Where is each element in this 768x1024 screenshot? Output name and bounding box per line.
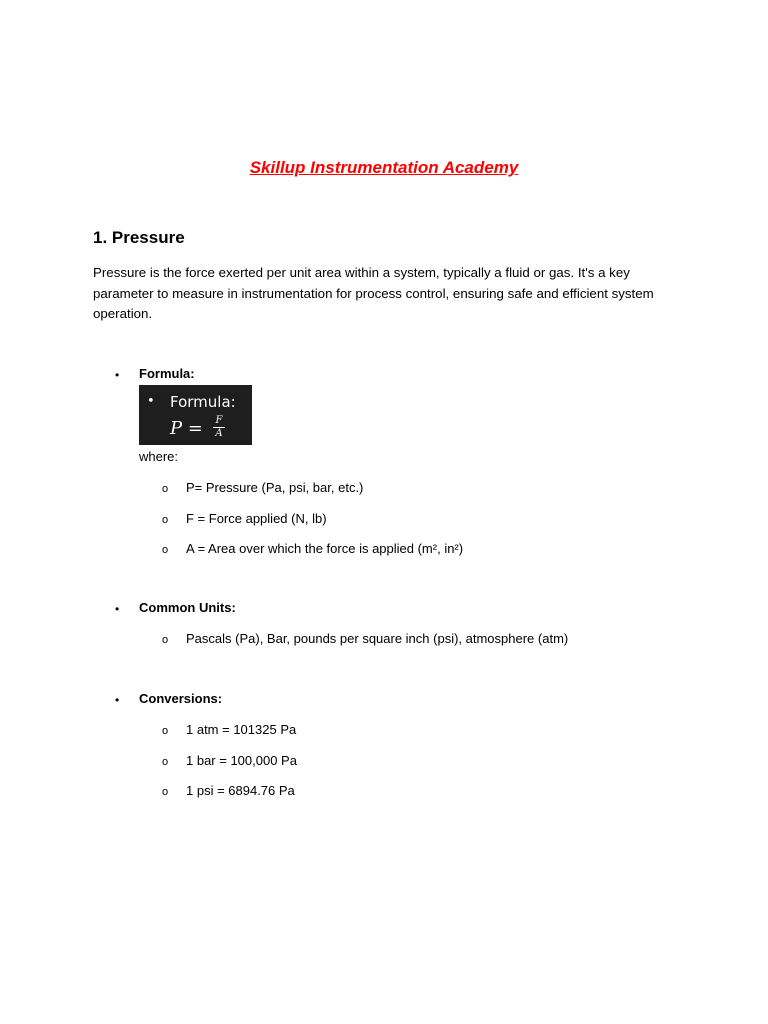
formula-item: F = Force applied (N, lb) <box>186 511 327 526</box>
formula-lhs: P = <box>170 418 203 439</box>
sub-bullet-marker: o <box>162 725 169 737</box>
bullet-dot: • <box>115 602 120 616</box>
conversion-item: 1 bar = 100,000 Pa <box>186 753 297 768</box>
formula-image-label: Formula: <box>170 393 236 411</box>
formula-label: Formula: <box>139 366 195 381</box>
common-units-label: Common Units: <box>139 600 236 615</box>
sub-bullet-marker: o <box>162 634 169 646</box>
bullet-dot: • <box>115 693 120 707</box>
conversion-item: 1 psi = 6894.76 Pa <box>186 783 295 798</box>
formula-item: P= Pressure (Pa, psi, bar, etc.) <box>186 480 364 495</box>
sub-bullet-marker: o <box>162 786 169 798</box>
sub-bullet-marker: o <box>162 756 169 768</box>
where-text: where: <box>139 449 179 464</box>
formula-numerator: F <box>213 415 225 428</box>
sub-bullet-marker: o <box>162 544 169 556</box>
document-title: Skillup Instrumentation Academy <box>249 158 519 177</box>
units-item: Pascals (Pa), Bar, pounds per square inch (psi), atmosphere (atm) <box>186 631 569 646</box>
conversion-item: 1 atm = 101325 Pa <box>186 722 297 737</box>
formula-image <box>139 385 252 445</box>
conversions-label: Conversions: <box>139 691 223 706</box>
sub-bullet-marker: o <box>162 483 169 495</box>
formula-denominator: A <box>215 428 223 439</box>
formula-fraction <box>213 415 225 440</box>
sub-bullet-marker: o <box>162 514 169 526</box>
intro-paragraph: Pressure is the force exerted per unit area within a system, typically a fluid or gas. It's a key parameter to measure in instrumentation for process control, ensuring safe and efficient system operation. <box>93 265 654 321</box>
formula-item: A = Area over which the force is applied (m², in²) <box>186 541 464 556</box>
section-heading: 1. Pressure <box>93 228 185 247</box>
bullet-dot: • <box>115 368 120 382</box>
formula-image-bullet: • <box>147 394 155 409</box>
